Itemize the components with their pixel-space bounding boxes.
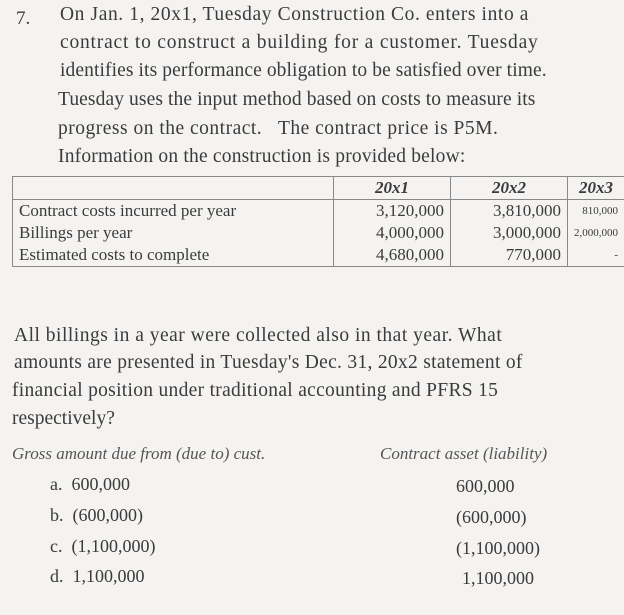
cell-costs-20x2: 3,810,000 bbox=[450, 200, 567, 223]
table-row bbox=[13, 222, 624, 244]
cell-billings-20x1: 4,000,000 bbox=[333, 222, 450, 244]
choice-letter: c. bbox=[50, 536, 63, 556]
question-line-1: On Jan. 1, 20x1, Tuesday Construction Co. enters into a bbox=[60, 4, 530, 25]
table-header-20x2: 20x2 bbox=[450, 177, 567, 200]
table-row bbox=[13, 244, 624, 267]
choice-a[interactable] bbox=[50, 474, 130, 495]
question-line-4: Tuesday uses the input method based on costs to measure its bbox=[58, 89, 536, 110]
prompt-line-3: financial position under traditional accounting and PFRS 15 bbox=[12, 380, 499, 401]
choice-letter: d. bbox=[50, 566, 64, 586]
prompt-line-4: respectively? bbox=[12, 408, 115, 429]
answer-col2-header: Contract asset (liability) bbox=[380, 444, 548, 463]
row-label-estimated-costs: Estimated costs to complete bbox=[13, 244, 334, 267]
choice-letter: a. bbox=[50, 474, 63, 494]
answer-col1-header: Gross amount due from (due to) cust. bbox=[12, 444, 266, 463]
table-header-blank bbox=[13, 177, 334, 200]
question-line-3: identifies its performance obligation to be satisfied over time. bbox=[60, 60, 547, 81]
cell-billings-20x3: 2,000,000 bbox=[574, 227, 618, 239]
choice-b-col2-value: (600,000) bbox=[456, 507, 527, 527]
table-row bbox=[13, 200, 624, 223]
choice-col1-value: (600,000) bbox=[72, 505, 143, 525]
construction-info-table bbox=[12, 176, 624, 267]
table-header-20x3: 20x3 bbox=[568, 177, 624, 200]
question-number: 7. bbox=[16, 8, 31, 29]
choice-letter: b. bbox=[50, 505, 64, 525]
cell-costs-20x1: 3,120,000 bbox=[333, 200, 450, 223]
cell-estimated-20x1: 4,680,000 bbox=[333, 244, 450, 267]
row-label-costs-incurred: Contract costs incurred per year bbox=[13, 200, 334, 223]
cell-estimated-20x2: 770,000 bbox=[450, 244, 567, 267]
cell-estimated-20x3: - bbox=[568, 244, 624, 267]
cell-billings-20x2: 3,000,000 bbox=[450, 222, 567, 244]
prompt-line-2: amounts are presented in Tuesday's Dec. 31, 20x2 statement of bbox=[14, 352, 523, 373]
choice-col1-value: 600,000 bbox=[71, 474, 130, 494]
choice-d[interactable] bbox=[50, 566, 145, 587]
question-line-6: Information on the construction is provided below: bbox=[58, 146, 466, 167]
choice-b[interactable] bbox=[50, 505, 143, 526]
prompt-line-1: All billings in a year were collected also in that year. What bbox=[14, 325, 503, 346]
choice-a-col2-value: 600,000 bbox=[456, 476, 515, 496]
choice-col1-value: (1,100,000) bbox=[71, 536, 156, 556]
choice-d-col2-value: 1,100,000 bbox=[462, 568, 534, 588]
question-line-5: progress on the contract. The contract price is P5M. bbox=[58, 118, 499, 139]
table-header-20x1: 20x1 bbox=[333, 177, 450, 200]
row-label-billings: Billings per year bbox=[13, 222, 334, 244]
choice-col1-value: 1,100,000 bbox=[72, 566, 145, 586]
question-line-2: contract to construct a building for a customer. Tuesday bbox=[60, 32, 539, 53]
cell-costs-20x3: 810,000 bbox=[582, 205, 618, 217]
table-header-row bbox=[13, 177, 624, 200]
choice-c[interactable] bbox=[50, 536, 156, 557]
choice-c-col2-value: (1,100,000) bbox=[456, 538, 540, 558]
